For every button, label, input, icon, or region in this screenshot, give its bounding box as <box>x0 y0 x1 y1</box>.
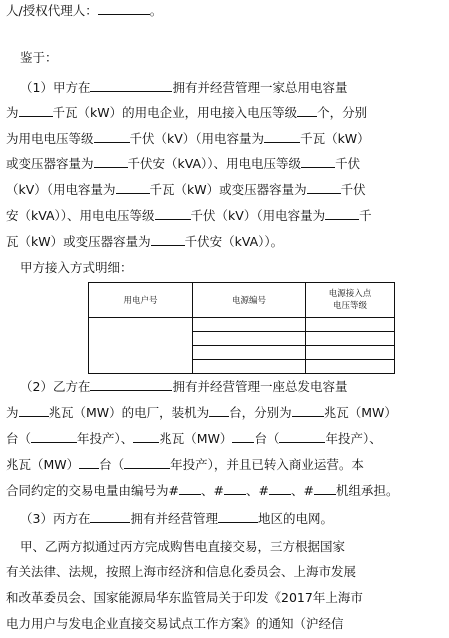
table-cell <box>89 318 193 374</box>
clause-1-line-6: 安（kVA））、用电电压等级 千伏（kV）（用电容量为 千 <box>6 208 372 223</box>
heading-whereas: 鉴于： <box>20 50 58 65</box>
paragraph-line-3: 和改革委员会、国家能源局华东监管局关于印发《2017年上海市 <box>6 590 363 605</box>
table-cell <box>306 318 395 332</box>
table-cell <box>193 318 306 332</box>
clause-2-line-3: 台（ 年投产）、 兆瓦（MW） 台（ 年投产）、 <box>6 431 382 446</box>
table-title: 甲方接入方式明细： <box>20 260 133 275</box>
header-power-source-number: 电源编号 <box>193 283 306 318</box>
header-user-number: 用电户号 <box>89 283 193 318</box>
paragraph-line-1: 甲、乙两方拟通过丙方完成购售电直接交易，三方根据国家 <box>20 539 346 554</box>
clause-1-line-3: 为用电电压等级 千伏（kV）（用电容量为 千瓦（kW） <box>6 131 370 146</box>
clause-1-line-2: 为 千瓦（kW）的用电企业，用电接入电压等级 个，分别 <box>6 105 368 120</box>
table-cell <box>306 360 395 374</box>
access-detail-table <box>88 282 395 374</box>
clause-1-line-4: 或变压器容量为 千伏安（kVA））、用电电压等级 千伏 <box>6 156 361 171</box>
table-cell <box>193 360 306 374</box>
table-cell <box>306 346 395 360</box>
paragraph-line-4: 电力用户与发电企业直接交易试点工作方案》的通知（沪经信 <box>6 616 344 631</box>
clause-2-line-2: 为 兆瓦（MW）的电厂，装机为 台，分别为 兆瓦（MW） <box>6 405 397 420</box>
table-cell <box>193 346 306 360</box>
table-cell <box>306 332 395 346</box>
authorized-agent-line: 人/授权代理人： 。 <box>6 3 163 18</box>
clause-2-line-1: （2）乙方在 拥有并经营管理一座总发电容量 <box>20 379 348 394</box>
header-access-point: 电源接入点 电压等级 <box>306 283 395 318</box>
clause-1-line-1: （1）甲方在 拥有并经营管理一家总用电容量 <box>20 80 348 95</box>
clause-2-line-5: 合同约定的交易电量由编号为# 、# 、# 、# 机组承担。 <box>6 483 399 498</box>
paragraph-line-2: 有关法律、法规，按照上海市经济和信息化委员会、上海市发展 <box>6 564 357 579</box>
table-cell <box>193 332 306 346</box>
clause-1-line-5: （kV）（用电容量为 千瓦（kW）或变压器容量为 千伏 <box>6 182 366 197</box>
clause-1-line-7: 瓦（kW）或变压器容量为 千伏安（kVA））。 <box>6 234 284 249</box>
clause-2-line-4: 兆瓦（MW） 台（ 年投产），并且已转入商业运营。本 <box>6 457 364 472</box>
clause-3: （3）丙方在 拥有并经营管理 地区的电网。 <box>20 511 333 526</box>
